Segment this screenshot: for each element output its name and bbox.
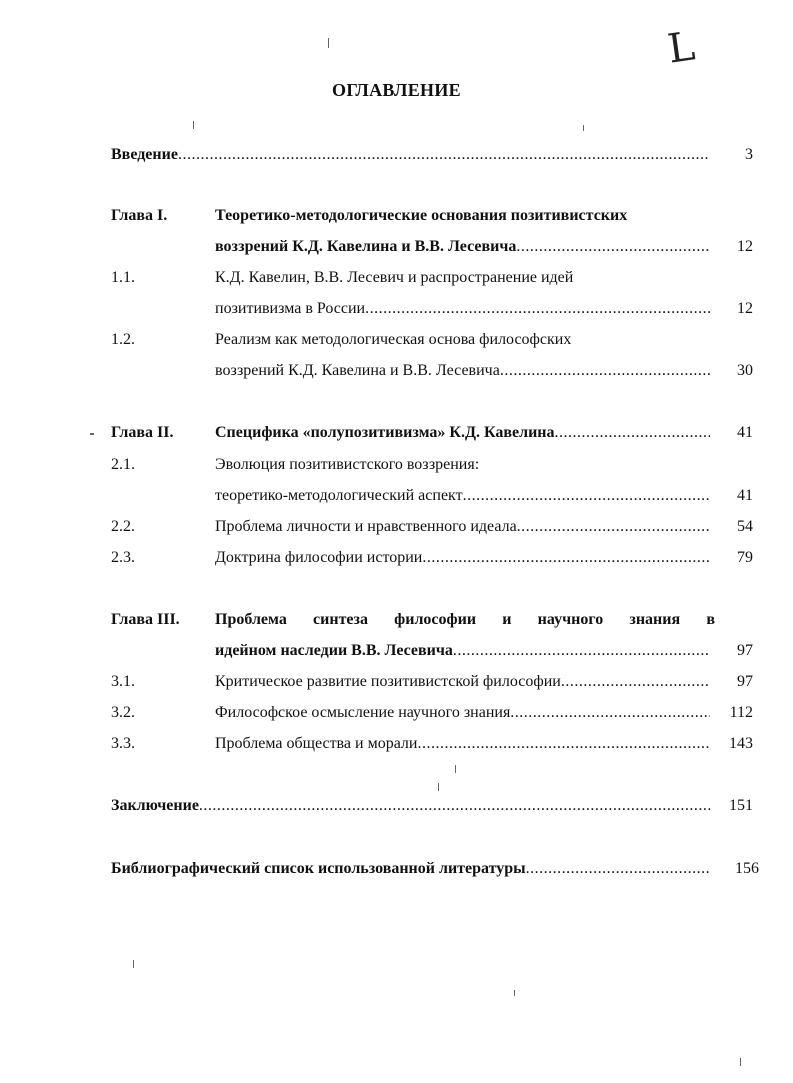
toc-entry-text: Критическое развитие позитивистской философии ..... <box>215 670 710 694</box>
toc-entry-label: Глава II. <box>111 424 174 441</box>
toc-section-3-2 <box>0 701 793 725</box>
toc-entry-text: Философское осмысление научного знания ..... <box>215 701 710 725</box>
toc-entry-page: 3 <box>745 146 753 163</box>
toc-entry-text: воззрений К.Д. Кавелина и В.В. Лесевича ..... <box>215 235 710 259</box>
scan-speck <box>328 38 329 48</box>
scan-speck <box>455 765 456 773</box>
toc-chapter-3-heading-cont <box>0 639 793 663</box>
toc-entry-page: 41 <box>737 487 753 504</box>
toc-section-1-2 <box>0 328 793 352</box>
toc-section-1-2-cont <box>0 359 793 383</box>
toc-chapter-3-heading <box>0 608 793 632</box>
toc-section-3-3 <box>0 732 793 756</box>
scan-speck <box>133 960 134 968</box>
toc-entry-page: 41 <box>737 424 753 441</box>
toc-entry-label: 2.1. <box>111 456 135 473</box>
toc-entry-bibliography <box>0 857 793 881</box>
toc-entry-label: 2.3. <box>111 549 135 566</box>
scan-speck <box>438 783 439 791</box>
toc-entry-page: 97 <box>737 642 753 659</box>
toc-section-1-1-cont <box>0 297 793 321</box>
scan-speck <box>583 125 584 131</box>
toc-entry-text: Доктрина философии истории ..... <box>215 546 710 570</box>
toc-entry-label: Глава I. <box>111 207 168 224</box>
toc-entry-page: 112 <box>729 704 753 721</box>
toc-section-2-2 <box>0 515 793 539</box>
toc-entry-page: 30 <box>737 362 753 379</box>
toc-entry-page: 151 <box>729 797 753 814</box>
toc-entry-text: Заключение ..... <box>111 794 710 818</box>
toc-entry-conclusion <box>0 794 793 818</box>
toc-entry-page: 54 <box>737 518 753 535</box>
toc-entry-text: теоретико-методологический аспект ..... <box>215 484 710 508</box>
scan-speck <box>514 990 515 996</box>
toc-entry-label: 3.2. <box>111 704 135 721</box>
toc-section-2-3 <box>0 546 793 570</box>
toc-entry-label: 1.2. <box>111 331 135 348</box>
toc-entry-text: Реализм как методологическая основа философских <box>215 331 572 348</box>
toc-entry-text: К.Д. Кавелин, В.В. Лесевич и распространение идей <box>215 269 574 286</box>
toc-entry-label: 3.1. <box>111 673 135 690</box>
scan-speck <box>740 1058 741 1066</box>
scan-speck <box>90 433 94 435</box>
toc-entry-text: идейном наследии В.В. Лесевича ..... <box>215 639 710 663</box>
toc-entry-intro <box>0 143 793 167</box>
toc-entry-text: Проблема личности и нравственного идеала ..... <box>215 515 710 539</box>
toc-entry-text: Проблема общества и морали ..... <box>215 732 710 756</box>
toc-entry-page: 12 <box>737 300 753 317</box>
toc-section-1-1 <box>0 266 793 290</box>
toc-entry-text: Специфика «полупозитивизма» К.Д. Кавелина ..... <box>215 421 710 445</box>
page-title: ОГЛАВЛЕНИЕ <box>332 80 461 100</box>
toc-entry-label: 2.2. <box>111 518 135 535</box>
toc-entry-page: 143 <box>729 735 753 752</box>
toc-chapter-1-heading-cont <box>0 235 793 259</box>
toc-section-3-1 <box>0 670 793 694</box>
toc-entry-text: Эволюция позитивистского воззрения: <box>215 456 480 473</box>
toc-section-2-1 <box>0 453 793 477</box>
toc-entry-label: 1.1. <box>111 269 135 286</box>
toc-entry-page: 97 <box>737 673 753 690</box>
handwritten-mark: L <box>664 23 698 73</box>
toc-entry-text: Проблема синтеза философии и научного знания в <box>215 611 715 628</box>
toc-entry-label: Глава III. <box>111 611 180 628</box>
toc-entry-page: 12 <box>737 238 753 255</box>
toc-entry-page: 79 <box>737 549 753 566</box>
toc-entry-text: Теоретико-методологические основания позитивистских <box>215 207 628 224</box>
toc-entry-text: воззрений К.Д. Кавелина и В.В. Лесевича ..... <box>215 359 710 383</box>
toc-entry-text: Библиографический список использованной литературы ..... <box>111 857 710 881</box>
toc-entry-text: позитивизма в России ..... <box>215 297 710 321</box>
scan-speck <box>193 121 194 129</box>
toc-entry-label: 3.3. <box>111 735 135 752</box>
toc-chapter-1-heading <box>0 204 793 228</box>
toc-section-2-1-cont <box>0 484 793 508</box>
toc-entry-page: 156 <box>735 860 759 877</box>
toc-entry-text: Введение ..... <box>111 143 710 167</box>
toc-chapter-2-heading <box>0 421 793 445</box>
